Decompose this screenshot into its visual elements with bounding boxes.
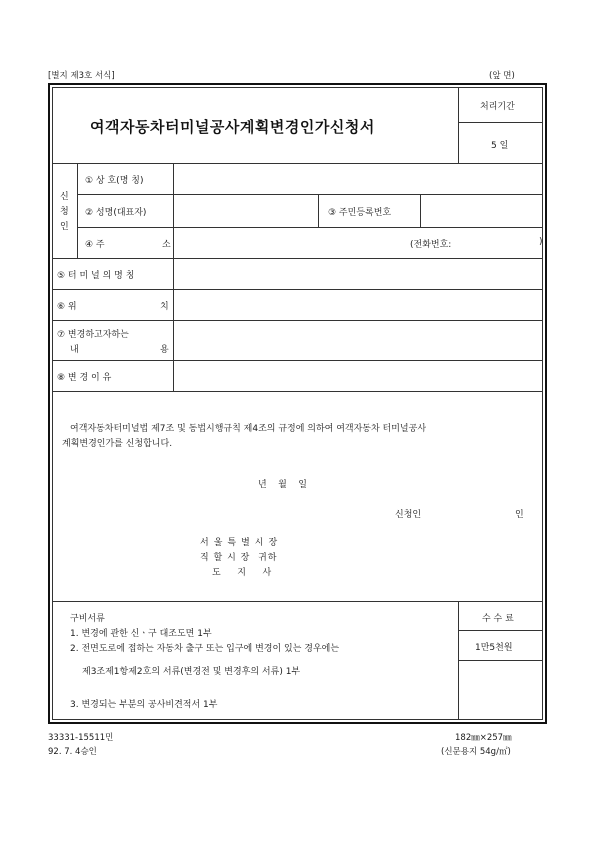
fee-value: 1만5천원 xyxy=(475,643,513,653)
fee-label: 수 수 료 xyxy=(482,614,514,624)
change-content-label: ⑦ 변경하고자하는 xyxy=(57,330,129,340)
terminal-name-label: ⑤ 터 미 널 의 명 칭 xyxy=(57,271,135,281)
representative-name-label: ② 성명(대표자) xyxy=(85,208,147,218)
recipient-province: 도 지 사 xyxy=(212,568,274,578)
resident-number-field[interactable] xyxy=(422,196,542,226)
form-title: 여객자동차터미널공사계획변경인가신청서 xyxy=(90,118,375,136)
document-item-2: 2. 전면도로에 접하는 자동차 출구 또는 입구에 변경이 있는 경우에는 xyxy=(70,644,340,654)
resident-number-label: ③ 주민등록번호 xyxy=(328,208,392,218)
seal-label: 인 xyxy=(515,510,524,520)
address-label: ④ 주 xyxy=(85,240,105,250)
location-label-end: 치 xyxy=(160,302,169,312)
applicant-signature-label: 신청인 xyxy=(395,510,422,520)
document-item-1: 1. 변경에 관한 신ㆍ구 대조도면 1부 xyxy=(70,629,212,639)
document-item-3: 3. 변경되는 부분의 공사비견적서 1부 xyxy=(70,700,218,710)
documents-heading: 구비서류 xyxy=(70,614,105,624)
phone-close: ) xyxy=(539,237,543,247)
paper-type: (신문용지 54g/㎡) xyxy=(441,747,511,757)
statement-line-2: 계획변경인가를 신청합니다. xyxy=(62,439,173,449)
applicant-group-label: 신 청 인 xyxy=(60,192,69,232)
recipient-city: 직 할 시 장 귀하 xyxy=(200,553,278,563)
recipient-seoul: 서울특별시장 xyxy=(200,538,283,548)
processing-period-label: 처리기간 xyxy=(480,102,515,112)
trade-name-label: ① 상 호(명 칭) xyxy=(85,176,144,186)
trade-name-field[interactable] xyxy=(175,165,542,193)
representative-name-field[interactable] xyxy=(175,196,317,226)
application-date: 년 월 일 xyxy=(258,480,307,490)
terminal-name-field[interactable] xyxy=(175,260,542,288)
change-content-label-2a: 내 xyxy=(70,345,79,355)
paper-size: 182㎜×257㎜ xyxy=(455,733,512,743)
phone-label: (전화번호: xyxy=(410,240,452,250)
phone-field[interactable] xyxy=(468,229,536,257)
page-side-label: (앞 면) xyxy=(489,71,515,81)
location-label: ⑥ 위 xyxy=(57,302,77,312)
change-content-field[interactable] xyxy=(175,322,542,359)
change-content-label-2b: 용 xyxy=(160,345,169,355)
address-label-end: 소 xyxy=(162,240,171,250)
change-reason-field[interactable] xyxy=(175,362,542,390)
approval-date: 92. 7. 4승인 xyxy=(48,747,97,757)
form-reference: [별지 제3호 서식] xyxy=(48,71,115,81)
location-field[interactable] xyxy=(175,291,542,319)
processing-period-value: 5 일 xyxy=(491,141,509,151)
statement-line-1: 여객자동차터미널법 제7조 및 동법시행규칙 제4조의 규정에 의하여 여객자동차 터미널공사 xyxy=(70,424,427,434)
document-item-2-continued: 제3조제1항제2호의 서류(변경전 및 변경후의 서류) 1부 xyxy=(82,667,301,677)
change-reason-label: ⑧ 변 경 이 유 xyxy=(57,373,112,383)
form-code: 33331-15511민 xyxy=(48,733,114,743)
address-field[interactable] xyxy=(175,229,405,257)
